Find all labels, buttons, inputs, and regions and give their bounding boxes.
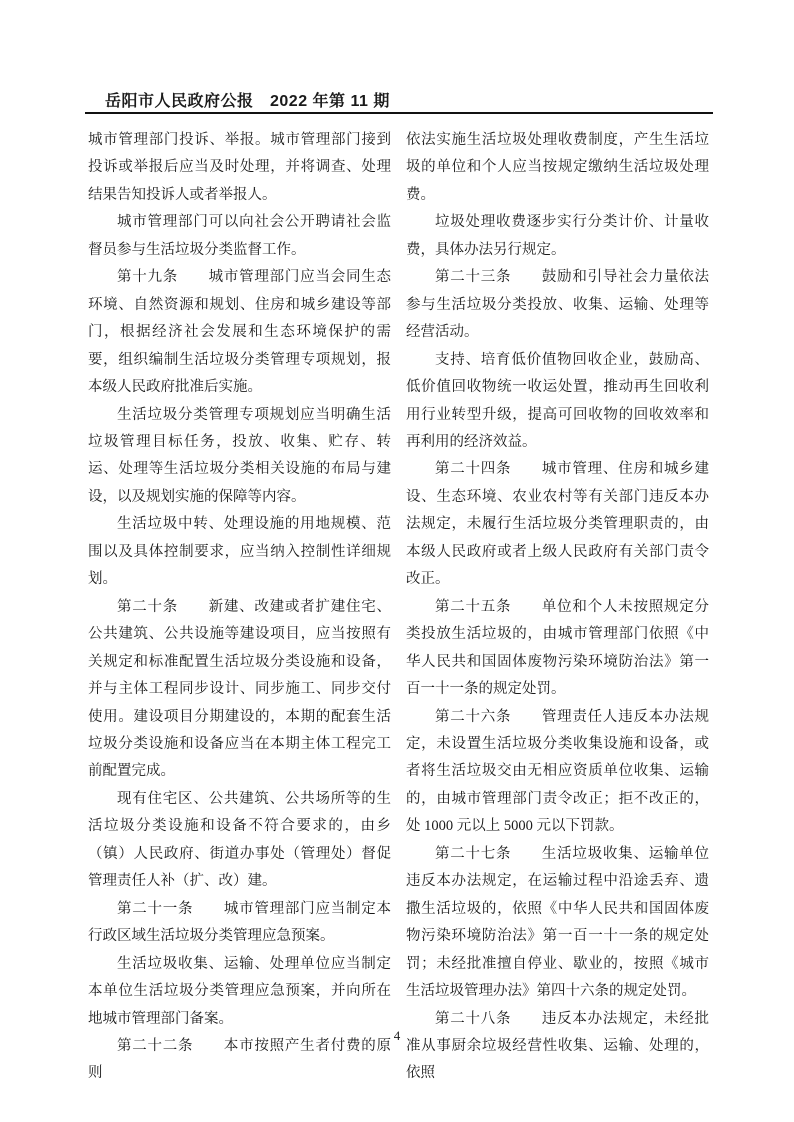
paragraph: 依法实施生活垃圾处理收费制度，产生生活垃圾的单位和个人应当按规定缴纳生活垃圾处理费。 — [406, 132, 709, 203]
paragraph: 第二十八条 违反本办法规定，未经批准从事厨余垃圾经营性收集、运输、处理的，依照 — [406, 1010, 709, 1082]
paragraph: 生活垃圾收集、运输、处理单位应当制定本单位生活垃圾分类管理应急预案，并向所在地城市管理部门备案。 — [88, 955, 391, 1027]
paragraph: 现有住宅区、公共建筑、公共场所等的生活垃圾分类设施和设备不符合要求的，由乡（镇）人民政府、街道办事处（管理处）督促管理责任人补（扩、改）建。 — [88, 790, 391, 890]
gazette-header-title: 岳阳市人民政府公报 2022 年第 11 期 — [105, 93, 390, 110]
header-rule — [85, 112, 713, 114]
paragraph: 第二十三条 鼓励和引导社会力量依法参与生活垃圾分类投放、收集、运输、处理等经营活动。 — [406, 269, 709, 341]
document-body — [88, 127, 709, 1088]
paragraph: 城市管理部门投诉、举报。城市管理部门接到投诉或举报后应当及时处理，并将调查、处理结果告知投诉人或者举报人。 — [88, 132, 391, 203]
right-column — [406, 127, 709, 1088]
paragraph: 支持、培育低价值物回收企业，鼓励高、低价值回收物统一收运处置，推动再生回收利用行业转型升级，提高可回收物的回收效率和再利用的经济效益。 — [406, 351, 709, 450]
paragraph: 第十九条 城市管理部门应当会同生态环境、自然资源和规划、住房和城乡建设等部门，根据经济社会发展和生态环境保护的需要，组织编制生活垃圾分类管理专项规划，报本级人民政府批准后实施。 — [88, 269, 391, 396]
paragraph: 生活垃圾分类管理专项规划应当明确生活垃圾管理目标任务，投放、收集、贮存、转运、处理等生活垃圾分类相关设施的布局与建设，以及规划实施的保障等内容。 — [88, 406, 391, 505]
paragraph: 垃圾处理收费逐步实行分类计价、计量收费，具体办法另行规定。 — [406, 214, 709, 258]
paragraph: 第二十一条 城市管理部门应当制定本行政区域生活垃圾分类管理应急预案。 — [88, 900, 391, 945]
paragraph: 第二十二条 本市按照产生者付费的原则 — [88, 1037, 391, 1082]
paragraph: 第二十条 新建、改建或者扩建住宅、公共建筑、公共设施等建设项目，应当按照有关规定和标准配置生活垃圾分类设施和设备，并与主体工程同步设计、同步施工、同步交付使用。建设项目分期建设的，本期的配套生活垃圾分类设施和设备应当在本期主体工程完工前配置完成。 — [88, 598, 391, 780]
paragraph: 生活垃圾中转、处理设施的用地规模、范围以及具体控制要求，应当纳入控制性详细规划。 — [88, 516, 391, 588]
paragraph: 第二十六条 管理责任人违反本办法规定，未设置生活垃圾分类收集设施和设备，或者将生活垃圾交由无相应资质单位收集、运输的，由城市管理部门责令改正；拒不改正的，处 1000 元以上 5000 元以下罚款。 — [406, 708, 709, 835]
paragraph: 第二十五条 单位和个人未按照规定分类投放生活垃圾的，由城市管理部门依照《中华人民共和国固体废物污染环境防治法》第一百一十一条的规定处罚。 — [406, 598, 709, 698]
paragraph: 第二十四条 城市管理、住房和城乡建设、生态环境、农业农村等有关部门违反本办法规定，未履行生活垃圾分类管理职责的，由本级人民政府或者上级人民政府有关部门责令改正。 — [406, 461, 709, 588]
page-number: 4 — [393, 1028, 401, 1043]
paragraph: 第二十七条 生活垃圾收集、运输单位违反本办法规定，在运输过程中沿途丢弃、遗撒生活垃圾的，依照《中华人民共和国固体废物污染环境防治法》第一百一十一条的规定处罚；未经批准擅自停业、歇业的，按照《城市生活垃圾管理办法》第四十六条的规定处罚。 — [406, 845, 709, 1000]
left-column — [88, 127, 391, 1088]
paragraph: 城市管理部门可以向社会公开聘请社会监督员参与生活垃圾分类监督工作。 — [88, 214, 391, 258]
